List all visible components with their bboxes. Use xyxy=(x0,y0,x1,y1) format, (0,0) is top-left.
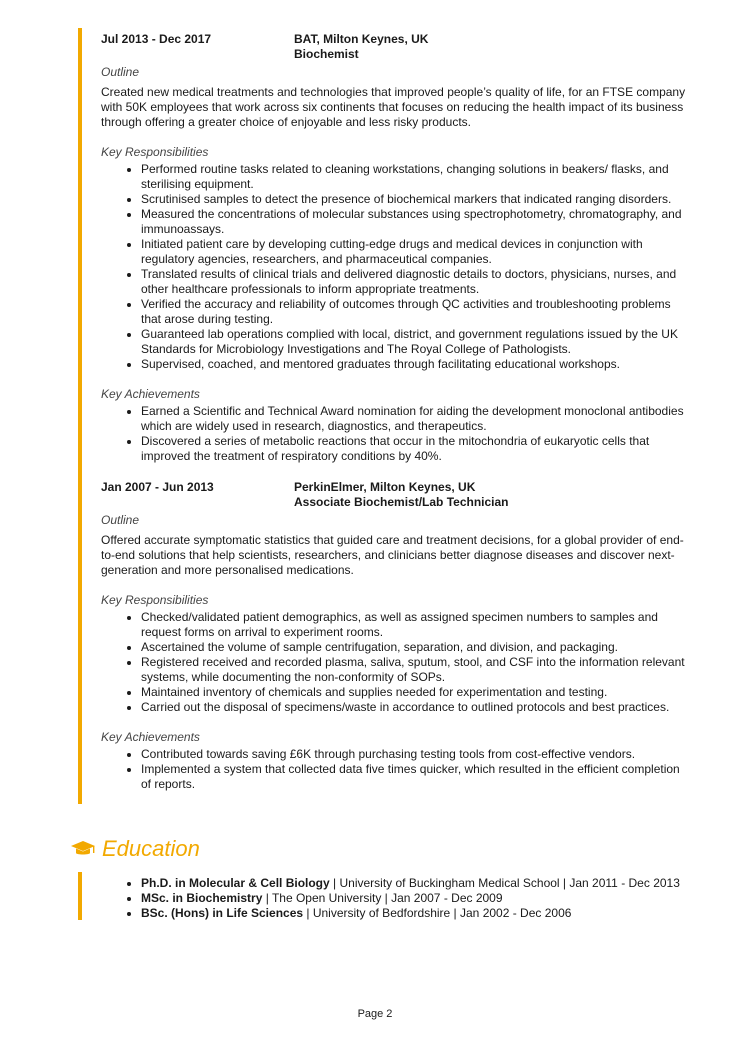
list-item: • Implemented a system that collected data five times quicker, which resulted in the efficient completion of reports. xyxy=(141,762,691,792)
education-accent-bar xyxy=(78,872,82,920)
experience-section xyxy=(101,32,691,792)
degree-details: | The Open University | Jan 2007 - Dec 2009 xyxy=(262,891,503,905)
job-company-block xyxy=(294,480,691,510)
job-company: PerkinElmer, Milton Keynes, UK xyxy=(294,480,476,494)
responsibilities-label: Key Responsibilities xyxy=(101,145,209,159)
list-item: • Ascertained the volume of sample centrifugation, separation, and division, and packaging. xyxy=(141,640,691,655)
responsibilities-list xyxy=(101,162,691,372)
degree-details: | University of Bedfordshire | Jan 2002 - Dec 2006 xyxy=(303,906,572,920)
list-item: • Carried out the disposal of specimens/waste in accordance to outlined protocols and best practices. xyxy=(141,700,691,715)
job-role: Biochemist xyxy=(294,47,359,61)
job-company-block xyxy=(294,32,691,62)
degree-name: BSc. (Hons) in Life Sciences xyxy=(141,906,304,920)
education-item xyxy=(141,876,701,891)
page-number: Page 2 xyxy=(357,1008,393,1020)
achievements-list xyxy=(101,747,691,792)
job-header xyxy=(101,32,691,62)
list-item: • Performed routine tasks related to cleaning workstations, changing solutions in beakers/ flasks, and sterilising equipment. xyxy=(141,162,691,192)
list-item: • Initiated patient care by developing cutting-edge drugs and medical devices in conjunction with regulatory agencies, researchers, and pharmaceutical companies. xyxy=(141,237,691,267)
achievements-label: Key Achievements xyxy=(101,387,200,401)
education-item xyxy=(141,906,701,921)
list-item: • Measured the concentrations of molecular substances using spectrophotometry, chromatography, and immunoassays. xyxy=(141,207,691,237)
achievements-label: Key Achievements xyxy=(101,730,200,744)
job-role: Associate Biochemist/Lab Technician xyxy=(294,495,509,509)
list-item: • Contributed towards saving £6K through purchasing testing tools from cost-effective vendors. xyxy=(141,747,691,762)
degree-name: Ph.D. in Molecular & Cell Biology xyxy=(141,876,330,890)
job-dates: Jul 2013 - Dec 2017 xyxy=(101,32,212,46)
degree-name: MSc. in Biochemistry xyxy=(141,891,263,905)
outline-text: Created new medical treatments and technologies that improved people’s quality of life, for an FTSE company with 50K employees that work across six continents that focuses on reducing the health impact of its business through offering a greater choice of enjoyable and less risky products. xyxy=(101,85,686,129)
job-company: BAT, Milton Keynes, UK xyxy=(294,32,429,46)
list-item: • Guaranteed lab operations complied with local, district, and government regulations issued by the UK Standards for Microbiology Investigations and The Royal College of Pathologists. xyxy=(141,327,691,357)
list-item: • Maintained inventory of chemicals and supplies needed for experimentation and testing. xyxy=(141,685,691,700)
list-item: • Translated results of clinical trials and delivered diagnostic details to doctors, physicians, nurses, and other healthcare professionals to inform appropriate treatments. xyxy=(141,267,691,297)
list-item: • Discovered a series of metabolic reactions that occur in the mitochondria of eukaryotic cells that improved the treatment of respiratory conditions by 40%. xyxy=(141,434,691,464)
achievements-list xyxy=(101,404,691,464)
experience-accent-bar xyxy=(78,28,82,804)
outline-label: Outline xyxy=(101,513,140,527)
degree-details: | University of Buckingham Medical School | Jan 2011 - Dec 2013 xyxy=(329,876,680,890)
list-item: • Checked/validated patient demographics, as well as assigned specimen numbers to samples and request forms on arrival to experiment rooms. xyxy=(141,610,691,640)
education-heading xyxy=(70,836,200,862)
job-entry xyxy=(101,32,691,464)
job-header xyxy=(101,480,691,510)
outline-text: Offered accurate symptomatic statistics that guided care and treatment decisions, for a global provider of end-to-end solutions that help scientists, researchers, and clinicians better diagnose diseases and discover next-generation and more personalised medications. xyxy=(101,533,684,577)
list-item: • Verified the accuracy and reliability of outcomes through QC activities and troubleshooting problems that arose during testing. xyxy=(141,297,691,327)
education-title: Education xyxy=(102,836,200,861)
responsibilities-label: Key Responsibilities xyxy=(101,593,209,607)
list-item: • Scrutinised samples to detect the presence of biochemical markers that indicated ranging disorders. xyxy=(141,192,691,207)
responsibilities-list xyxy=(101,610,691,715)
job-entry xyxy=(101,480,691,792)
list-item: • Earned a Scientific and Technical Award nomination for aiding the development monoclonal antibodies which are widely used in research, diagnostics, and therapeutics. xyxy=(141,404,691,434)
graduation-cap-icon xyxy=(70,839,96,859)
job-dates: Jan 2007 - Jun 2013 xyxy=(101,480,214,494)
list-item: • Supervised, coached, and mentored graduates through facilitating educational workshops. xyxy=(141,357,691,372)
education-list xyxy=(101,876,701,921)
education-item xyxy=(141,891,701,906)
outline-label: Outline xyxy=(101,65,140,79)
list-item: • Registered received and recorded plasma, saliva, sputum, stool, and CSF into the information relevant systems, while documenting the non-conformity of SOPs. xyxy=(141,655,691,685)
